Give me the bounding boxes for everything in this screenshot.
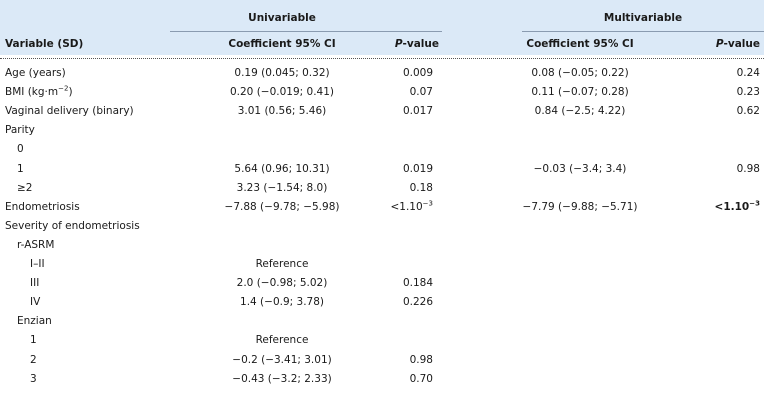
univariable-pvalue-cell bbox=[410, 373, 433, 385]
variable-cell bbox=[30, 277, 39, 289]
multivariable-group-header: Multivariable bbox=[603, 12, 683, 24]
variable-text: ≥2 bbox=[17, 181, 33, 194]
variable-cell bbox=[5, 220, 140, 232]
univariable-pvalue-text: 0.226 bbox=[402, 296, 433, 309]
variable-cell bbox=[5, 201, 80, 213]
table-row bbox=[0, 160, 764, 179]
univariable-pvalue-cell bbox=[410, 182, 433, 194]
variable-text: Endometriosis bbox=[5, 200, 80, 213]
variable-text: III bbox=[30, 277, 40, 290]
univariable-pvalue-cell bbox=[403, 296, 433, 308]
univariable-coefficient-cell: 3.23 (−1.54; 8.0) bbox=[236, 181, 328, 194]
univariable-coefficient-cell: 5.64 (0.96; 10.31) bbox=[234, 162, 330, 175]
table-row bbox=[0, 217, 764, 236]
multivariable-pvalue-text: 0.24 bbox=[736, 67, 760, 79]
univariable-pvalue-cell bbox=[390, 201, 433, 213]
variable-text: Age (years) bbox=[5, 67, 66, 79]
table-row bbox=[0, 255, 764, 274]
variable-cell bbox=[30, 354, 37, 366]
variable-column-header: Variable (SD) bbox=[5, 38, 84, 50]
variable-cell bbox=[5, 86, 73, 98]
table-row bbox=[0, 351, 764, 370]
univariable-coefficient-header: Coefficient 95% CI bbox=[228, 38, 336, 50]
variable-text: 2 bbox=[30, 353, 37, 366]
variable-text: Vaginal delivery (binary) bbox=[5, 105, 134, 118]
variable-cell bbox=[17, 143, 24, 155]
univariable-coefficient-cell: −7.88 (−9.78; −5.98) bbox=[224, 200, 340, 213]
univariable-coefficient-cell: 0.19 (0.045; 0.32) bbox=[234, 67, 330, 79]
univariable-pvalue-cell bbox=[403, 163, 433, 175]
univariable-group-rule bbox=[170, 31, 442, 32]
univariable-coefficient-cell: Reference bbox=[255, 334, 309, 347]
univariable-pvalue-text: 0.019 bbox=[402, 162, 433, 175]
variable-cell bbox=[5, 124, 35, 136]
table-row bbox=[0, 102, 764, 121]
multivariable-pvalue-text: 0.98 bbox=[736, 162, 760, 175]
multivariable-group-rule bbox=[522, 31, 764, 32]
variable-text: Enzian bbox=[17, 315, 52, 328]
variable-text: IV bbox=[30, 296, 41, 309]
multivariable-pvalue-cell bbox=[737, 163, 760, 175]
variable-cell bbox=[17, 315, 52, 327]
variable-cell bbox=[30, 373, 37, 385]
multivariable-coefficient-cell: 0.11 (−0.07; 0.28) bbox=[531, 86, 629, 99]
table-row bbox=[0, 370, 764, 389]
variable-cell bbox=[5, 67, 66, 79]
table-row bbox=[0, 236, 764, 255]
univariable-pvalue-text: 0.18 bbox=[409, 181, 433, 194]
multivariable-coefficient-cell: −7.79 (−9.88; −5.71) bbox=[522, 200, 638, 213]
univariable-pvalue-cell bbox=[403, 105, 433, 117]
univariable-coefficient-cell: 3.01 (0.56; 5.46) bbox=[237, 105, 327, 118]
variable-cell bbox=[17, 239, 54, 251]
variable-text: 1 bbox=[17, 162, 24, 175]
univariable-coefficient-cell: 0.20 (−0.019; 0.41) bbox=[229, 86, 335, 99]
univariable-coefficient-cell: −0.43 (−3.2; 2.33) bbox=[232, 372, 332, 385]
multivariable-pvalue-cell bbox=[737, 105, 760, 117]
variable-cell bbox=[17, 163, 24, 175]
multivariable-pvalue-superscript: −3 bbox=[749, 199, 760, 208]
table-row bbox=[0, 140, 764, 159]
variable-text: r-ASRM bbox=[17, 238, 55, 251]
variable-text: Parity bbox=[5, 124, 35, 137]
univariable-coefficient-cell: 2.0 (−0.98; 5.02) bbox=[236, 277, 328, 290]
multivariable-coefficient-cell: 0.84 (−2.5; 4.22) bbox=[534, 105, 626, 118]
univariable-pvalue-text: 0.07 bbox=[409, 86, 433, 99]
univariable-pvalue-text: 0.70 bbox=[409, 372, 433, 385]
variable-cell bbox=[30, 296, 40, 308]
variable-suffix: ) bbox=[68, 86, 73, 99]
table-row bbox=[0, 121, 764, 140]
variable-cell bbox=[17, 182, 32, 194]
multivariable-pvalue-cell bbox=[715, 201, 760, 213]
univariable-coefficient-cell: −0.2 (−3.41; 3.01) bbox=[232, 353, 332, 366]
multivariable-pvalue-text: 0.23 bbox=[736, 86, 760, 99]
multivariable-pvalue-cell bbox=[737, 67, 760, 79]
variable-cell bbox=[30, 258, 45, 270]
table-row bbox=[0, 274, 764, 293]
multivariable-pvalue-text: <1.10 bbox=[714, 200, 750, 213]
variable-text: 0 bbox=[17, 143, 24, 156]
multivariable-pvalue-header: P-value bbox=[715, 38, 760, 50]
variable-text: I–II bbox=[30, 258, 45, 270]
table-row bbox=[0, 198, 764, 217]
univariable-pvalue-cell bbox=[403, 67, 433, 79]
multivariable-pvalue-cell bbox=[737, 86, 760, 98]
univariable-pvalue-text: 0.017 bbox=[402, 105, 433, 118]
multivariable-coefficient-cell: −0.03 (−3.4; 3.4) bbox=[533, 162, 627, 175]
variable-text: Severity of endometriosis bbox=[5, 219, 140, 232]
univariable-pvalue-text: 0.009 bbox=[402, 67, 433, 79]
table-row bbox=[0, 293, 764, 312]
variable-text: 1 bbox=[30, 334, 37, 347]
table-row bbox=[0, 331, 764, 350]
univariable-coefficient-cell: Reference bbox=[255, 258, 309, 270]
univariable-pvalue-header: P-value bbox=[394, 38, 439, 50]
univariable-pvalue-text: <1.10 bbox=[390, 200, 423, 213]
header-divider bbox=[0, 58, 764, 59]
univariable-coefficient-cell: 1.4 (−0.9; 3.78) bbox=[240, 296, 324, 309]
univariable-pvalue-superscript: −3 bbox=[422, 199, 433, 208]
multivariable-pvalue-text: 0.62 bbox=[736, 105, 760, 118]
variable-text: BMI (kg·m bbox=[5, 86, 59, 99]
table-header-band bbox=[0, 0, 764, 55]
univariable-pvalue-text: 0.184 bbox=[402, 277, 433, 290]
multivariable-coefficient-cell: 0.08 (−0.05; 0.22) bbox=[531, 67, 629, 79]
univariable-pvalue-text: 0.98 bbox=[409, 353, 433, 366]
univariable-group-header: Univariable bbox=[248, 12, 316, 24]
table-row bbox=[0, 179, 764, 198]
univariable-pvalue-cell bbox=[403, 277, 433, 289]
variable-text: 3 bbox=[30, 372, 37, 385]
table-row bbox=[0, 312, 764, 331]
variable-cell bbox=[5, 105, 134, 117]
univariable-pvalue-cell bbox=[410, 354, 433, 366]
variable-superscript: −2 bbox=[58, 84, 69, 93]
variable-cell bbox=[30, 334, 37, 346]
table-row bbox=[0, 64, 764, 83]
table-row bbox=[0, 83, 764, 102]
multivariable-coefficient-header: Coefficient 95% CI bbox=[526, 38, 634, 50]
univariable-pvalue-cell bbox=[410, 86, 433, 98]
